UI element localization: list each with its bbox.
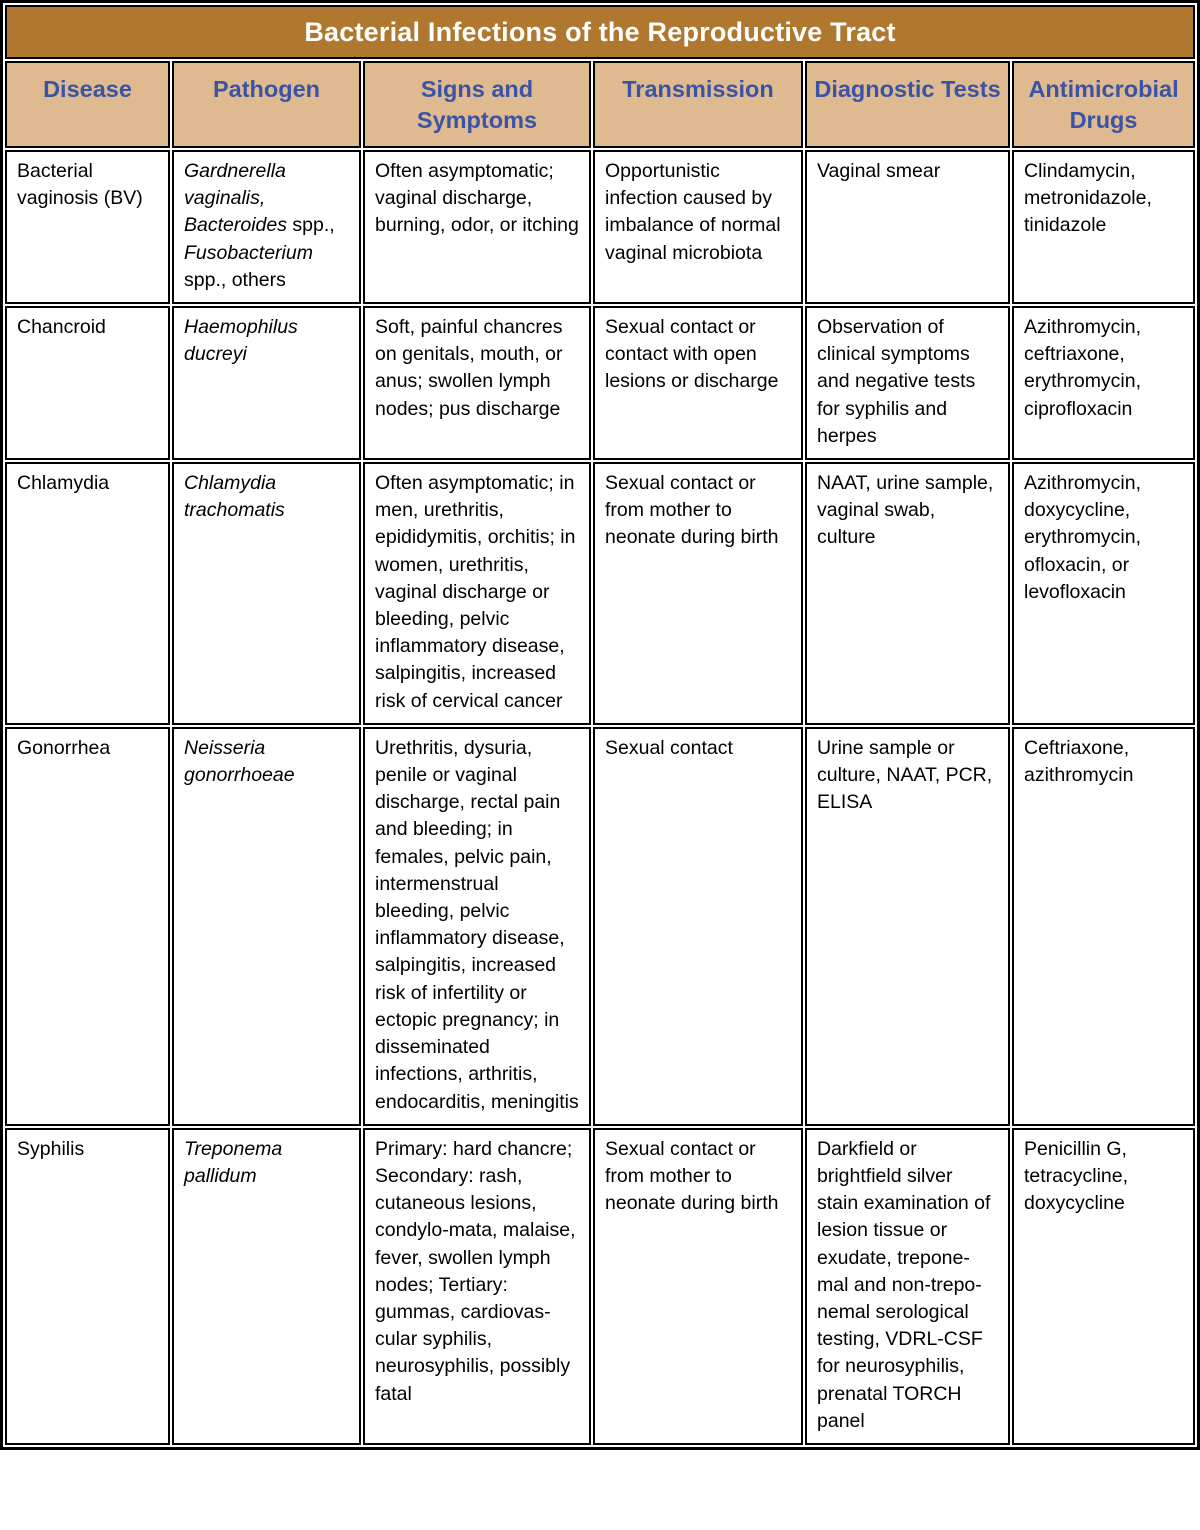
table-title: Bacterial Infections of the Reproductive Tract [5,5,1195,59]
cell-disease: Syphilis [5,1128,170,1445]
table-row [5,306,1195,460]
cell-drugs: Penicillin G, tetracycline, doxycycline [1012,1128,1195,1445]
cell-pathogen [172,1128,361,1445]
cell-disease: Gonorrhea [5,727,170,1126]
pathogen-suffix: spp., others [184,268,286,291]
column-header-diagnostic: Diagnostic Tests [805,61,1010,148]
column-header-disease: Disease [5,61,170,148]
cell-transmission: Sexual contact [593,727,803,1126]
pathogen-name: Chlamydia trachomatis [184,472,285,522]
cell-drugs: Azithromycin, doxycycline, erythromycin, ofloxacin, or levofloxacin [1012,462,1195,725]
pathogen-name: Neisseria gonorrhoeae [184,736,295,787]
cell-diagnostic: Urine sample or culture, NAAT, PCR, ELISA [805,727,1010,1126]
cell-signs: Often asymptomatic; in men, urethritis, epididymitis, orchitis; in women, urethritis, vaginal discharge or bleeding, pelvic inflammatory disease, salpingitis, increased risk of cervical cancer [363,462,591,725]
cell-drugs: Clindamycin, metronidazole, tinidazole [1012,150,1195,304]
column-header-signs: Signs and Symptoms [363,61,591,148]
cell-diagnostic: Observation of clinical symptoms and negative tests for syphilis and herpes [805,306,1010,460]
cell-diagnostic: Vaginal smear [805,150,1010,304]
cell-diagnostic: Darkfield or brightfield silver stain examination of lesion tissue or exudate, trepone-mal and non-trepo-nemal serological testing, VDRL-CSF for neurosyphilis, prenatal TORCH panel [805,1128,1010,1445]
column-header-drugs: Antimicrobial Drugs [1012,61,1195,148]
pathogen-name: Treponema pallidum [184,1137,283,1187]
column-header-pathogen: Pathogen [172,61,361,148]
column-header-transmission: Transmission [593,61,803,148]
table-body [5,150,1195,1445]
cell-disease: Bacterial vaginosis (BV) [5,150,170,304]
cell-signs: Soft, painful chancres on genitals, mouth, or anus; swollen lymph nodes; pus discharge [363,306,591,460]
column-header-row [5,61,1195,148]
cell-pathogen [172,727,361,1126]
table-row [5,727,1195,1126]
cell-disease: Chlamydia [5,462,170,725]
cell-signs: Urethritis, dysuria, penile or vaginal discharge, rectal pain and bleeding; in females, pelvic pain, intermenstrual bleeding, pelvic inflammatory disease, salpingitis, increased risk of infertility or ectopic pregnancy; in disseminated infections, arthritis, endocarditis, meningitis [363,727,591,1126]
cell-signs: Often asymptomatic; vaginal discharge, burning, odor, or itching [363,150,591,304]
cell-diagnostic: NAAT, urine sample, vaginal swab, culture [805,462,1010,725]
pathogen-name: Fusobacterium [184,241,313,264]
cell-disease: Chancroid [5,306,170,460]
pathogen-suffix: spp., [286,214,335,237]
cell-transmission: Sexual contact or contact with open lesions or discharge [593,306,803,460]
cell-transmission: Opportunistic infection caused by imbalance of normal vaginal microbiota [593,150,803,304]
cell-drugs: Azithromycin, ceftriaxone, erythromycin, ciprofloxacin [1012,306,1195,460]
cell-pathogen [172,306,361,460]
cell-signs: Primary: hard chancre; Secondary: rash, cutaneous lesions, condylo-mata, malaise, fever, swollen lymph nodes; Tertiary: gummas, cardiovas-cular syphilis, neurosyphilis, possibly fatal [363,1128,591,1445]
cell-pathogen [172,462,361,725]
pathogen-name: Haemophilus ducreyi [184,316,298,366]
table-row [5,462,1195,725]
table-row [5,150,1195,304]
pathogen-name: Gardnerella vaginalis, Bacteroides [184,160,287,237]
cell-drugs: Ceftriaxone, azithromycin [1012,727,1195,1126]
table-row [5,1128,1195,1445]
cell-transmission: Sexual contact or from mother to neonate during birth [593,1128,803,1445]
cell-transmission: Sexual contact or from mother to neonate during birth [593,462,803,725]
cell-pathogen [172,150,361,304]
title-row [5,5,1195,59]
